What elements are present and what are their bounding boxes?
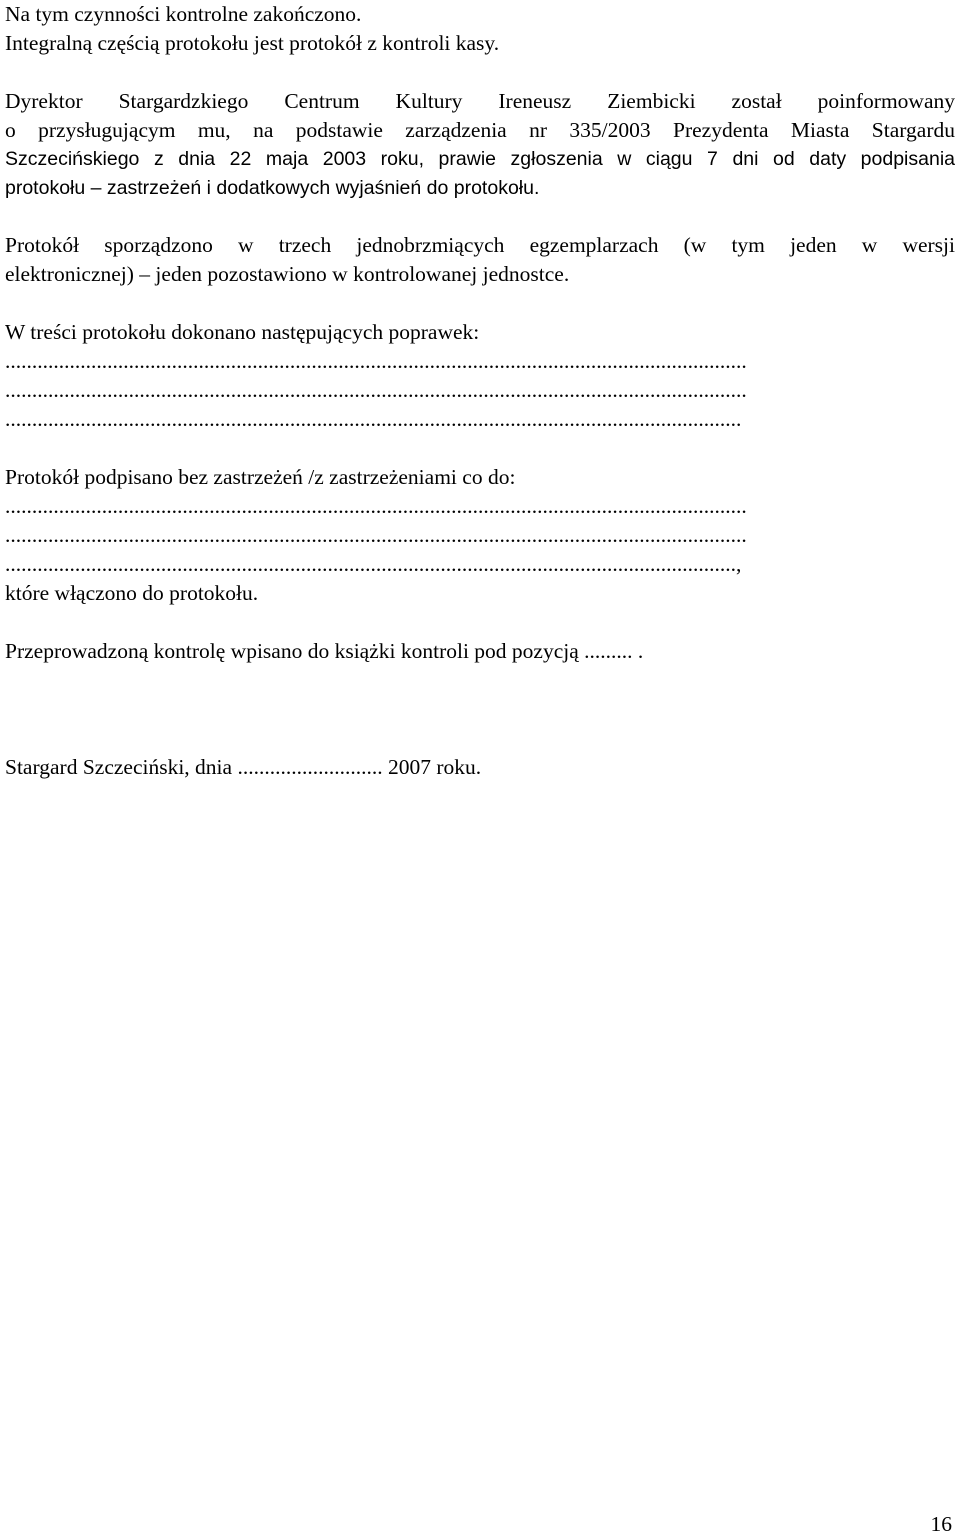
intro-line-2: Integralną częścią protokołu jest protokół z kontroli kasy. [5, 31, 500, 55]
signed-dots-3: ........................................................................................................................................, [5, 552, 742, 576]
corrections-heading: W treści protokołu dokonano następujących poprawek: [5, 320, 480, 344]
director-line-4: protokołu – zastrzeżeń i dodatkowych wyjaśnień do protokołu. [5, 177, 540, 199]
copies-line-2: elektronicznej) – jeden pozostawiono w kontrolowanej jednostce. [5, 262, 570, 286]
spacer [5, 289, 955, 318]
document-page [5, 0, 955, 782]
copies-paragraph [5, 231, 955, 289]
corrections-dots-2: .......................................................................................................................................... [5, 378, 747, 402]
signed-section [5, 463, 955, 608]
signed-tail: które włączono do protokołu. [5, 581, 259, 605]
page-number: 16 [930, 1512, 952, 1536]
corrections-section [5, 318, 955, 434]
signed-dots-2: .......................................................................................................................................... [5, 523, 747, 547]
intro-line-1: Na tym czynności kontrolne zakończono. [5, 2, 362, 26]
signed-heading: Protokół podpisano bez zastrzeżeń /z zastrzeżeniami co do: [5, 465, 516, 489]
spacer [5, 608, 955, 637]
spacer [5, 58, 955, 87]
director-line-2: o przysługującym mu, na podstawie zarządzenia nr 335/2003 Prezydenta Miasta Stargardu [5, 118, 955, 142]
spacer [5, 203, 955, 231]
place-date-line: Stargard Szczeciński, dnia ........................... 2007 roku. [5, 755, 482, 779]
spacer [5, 666, 955, 753]
corrections-dots-3: ......................................................................................................................................... [5, 407, 742, 431]
director-line-1: Dyrektor Stargardzkiego Centrum Kultury Ireneusz Ziembicki został poinformowany [5, 89, 955, 113]
spacer [5, 434, 955, 463]
signed-dots-1: .......................................................................................................................................... [5, 494, 747, 518]
director-paragraph [5, 87, 955, 203]
copies-line-1: Protokół sporządzono w trzech jednobrzmiących egzemplarzach (w tym jeden w wersji [5, 233, 955, 257]
book-entry-line: Przeprowadzoną kontrolę wpisano do książki kontroli pod pozycją ......... . [5, 639, 644, 663]
corrections-dots-1: .......................................................................................................................................... [5, 349, 747, 373]
director-line-3: Szczecińskiego z dnia 22 maja 2003 roku, prawie zgłoszenia w ciągu 7 dni od daty podpisania [5, 148, 955, 170]
